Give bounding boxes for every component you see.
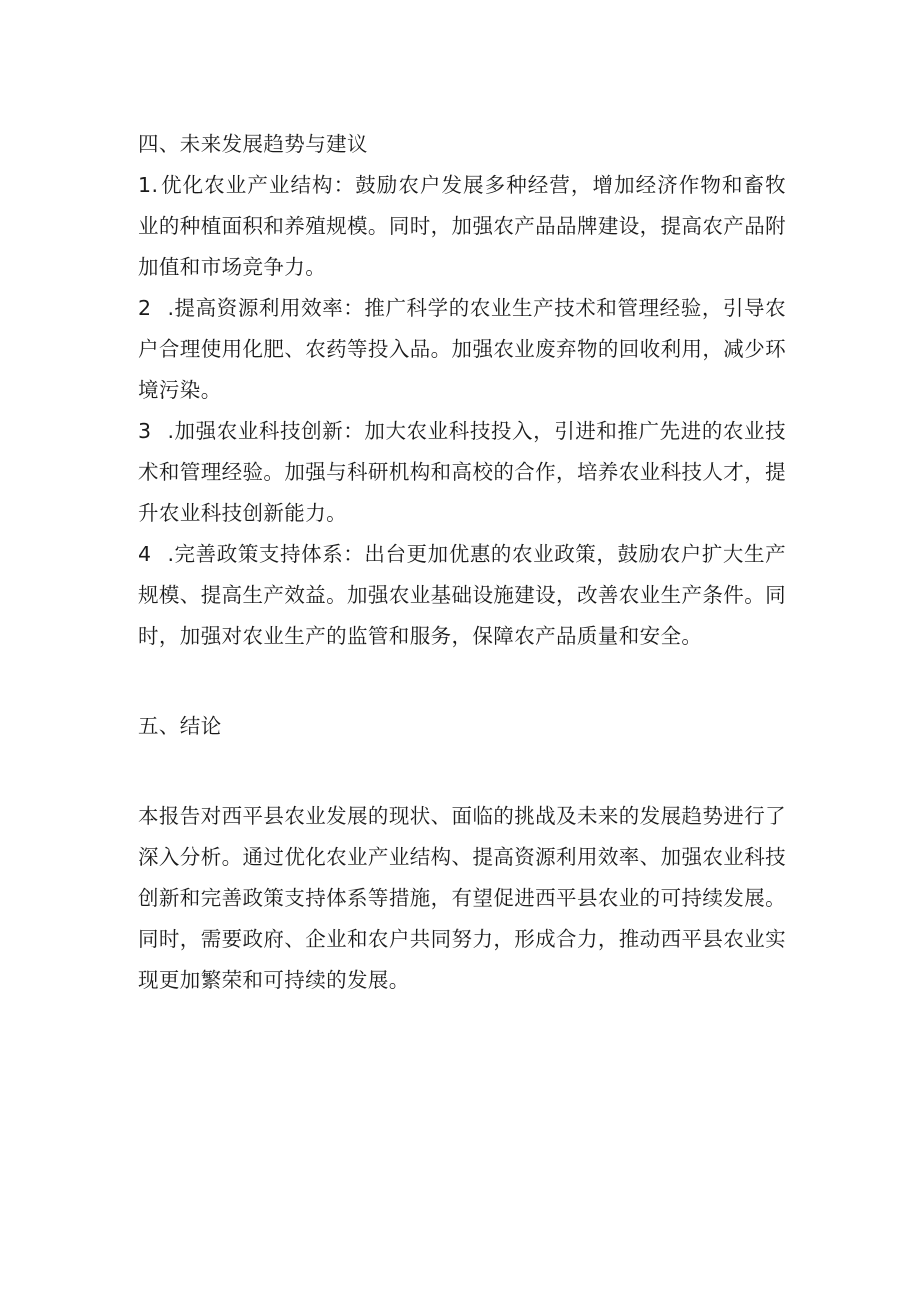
list-item-4 [138,534,786,657]
list-item-1 [138,165,786,288]
list-item-1-text: 优化农业产业结构：鼓励农户发展多种经营，增加经济作物和畜牧业的种植面积和养殖规模。同时，加强农产品品牌建设，提高农产品附加值和市场竞争力。 [138,173,786,279]
section-spacer [138,657,786,706]
list-item-4-number: 4 [138,542,152,566]
list-item-3-number: 3 [138,419,152,443]
section-5-heading: 五、结论 [138,714,222,738]
section-4-heading: 四、未来发展趋势与建议 [138,132,368,156]
list-item-3-text: .加强农业科技创新：加大农业科技投入，引进和推广先进的农业技术和管理经验。加强与科研机构和高校的合作，培养农业科技人才，提升农业科技创新能力。 [138,419,786,525]
list-item-2-text: .提高资源利用效率：推广科学的农业生产技术和管理经验，引导农户合理使用化肥、农药等投入品。加强农业废弃物的回收利用，减少环境污染。 [138,296,786,402]
list-item-2-number: 2 [138,296,152,320]
list-item-3 [138,411,786,534]
document-body [138,124,786,1001]
section-spacer [138,747,786,796]
list-item-4-text: .完善政策支持体系：出台更加优惠的农业政策，鼓励农户扩大生产规模、提高生产效益。加强农业基础设施建设，改善农业生产条件。同时，加强对农业生产的监管和服务，保障农产品质量和安全。 [138,542,786,648]
conclusion-paragraph: 本报告对西平县农业发展的现状、面临的挑战及未来的发展趋势进行了深入分析。通过优化农业产业结构、提高资源利用效率、加强农业科技创新和完善政策支持体系等措施，有望促进西平县农业的可持续发展。同时，需要政府、企业和农户共同努力，形成合力，推动西平县农业实现更加繁荣和可持续的发展。 [138,804,786,992]
list-item-1-number: 1. [138,173,159,197]
list-item-2 [138,288,786,411]
